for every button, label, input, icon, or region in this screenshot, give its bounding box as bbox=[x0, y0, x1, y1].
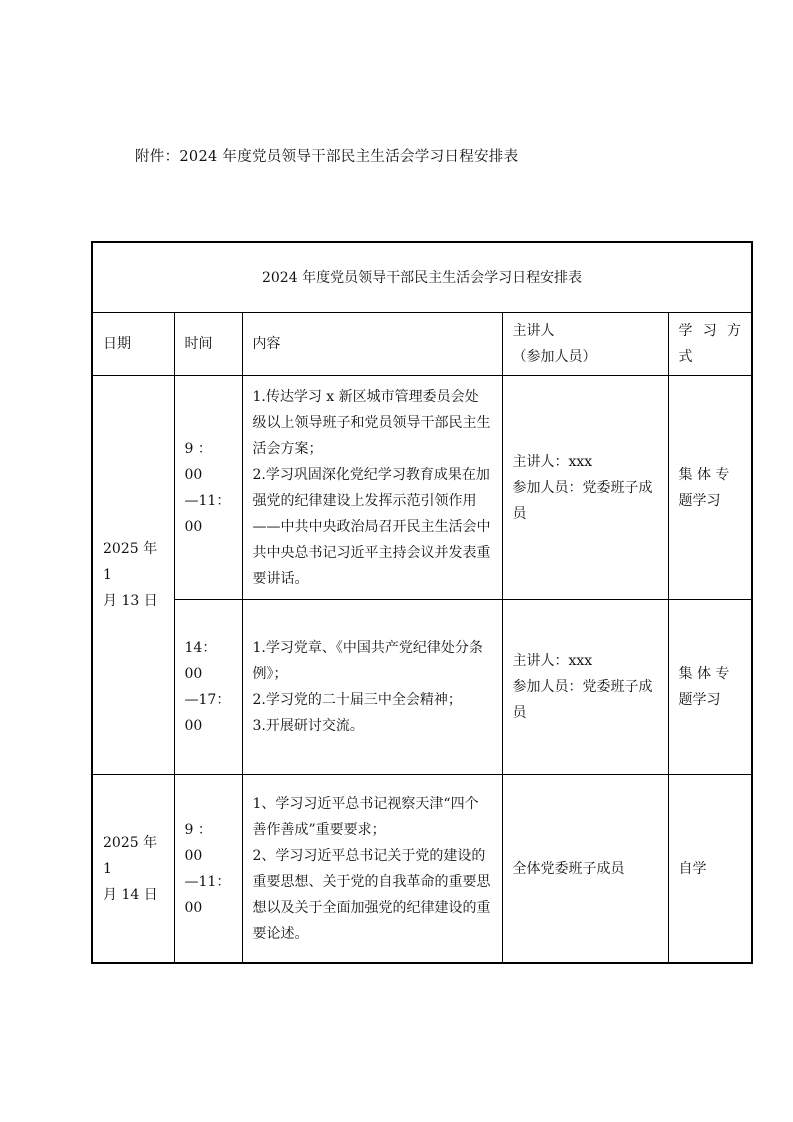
row-time: 9 ： 00 —11： 00 bbox=[174, 775, 242, 964]
row-time: 14：00 —17： 00 bbox=[174, 600, 242, 775]
header-time: 时间 bbox=[174, 313, 242, 376]
table-title: 2024 年度党员领导干部民主生活会学习日程安排表 bbox=[92, 242, 752, 313]
header-content: 内容 bbox=[242, 313, 502, 376]
row-speaker: 全体党委班子成员 bbox=[502, 775, 668, 964]
schedule-table bbox=[91, 241, 753, 964]
table-row bbox=[92, 600, 752, 775]
header-row bbox=[92, 313, 752, 376]
table-row bbox=[92, 376, 752, 600]
row-time: 9 ： 00 —11： 00 bbox=[174, 376, 242, 600]
row-date: 2025 年 1 月 14 日 bbox=[92, 775, 174, 964]
table-title-row bbox=[92, 242, 752, 313]
row-method: 自学 bbox=[668, 775, 752, 964]
header-date: 日期 bbox=[92, 313, 174, 376]
row-method: 集 体 专 题学习 bbox=[668, 600, 752, 775]
row-speaker: 主讲人：xxx 参加人员：党委班子成员 bbox=[502, 600, 668, 775]
attachment-title: 附件：2024 年度党员领导干部民主生活会学习日程安排表 bbox=[135, 149, 519, 165]
row-method: 集 体 专 题学习 bbox=[668, 376, 752, 600]
row-content: 1.学习党章、《中国共产党纪律处分条例》； 2.学习党的二十届三中全会精神； 3.开展研讨交流。 bbox=[242, 600, 502, 775]
row-speaker: 主讲人：xxx 参加人员：党委班子成员 bbox=[502, 376, 668, 600]
row-content: 1、学习习近平总书记视察天津“四个善作善成”重要要求； 2、学习习近平总书记关于党的建设的重要思想、关于党的自我革命的重要思想以及关于全面加强党的纪律建设的重要论述。 bbox=[242, 775, 502, 964]
row-content: 1.传达学习 x 新区城市管理委员会处级以上领导班子和党员领导干部民主生活会方案； 2.学习巩固深化党纪学习教育成果在加强党的纪律建设上发挥示范引领作用——中共中央政治局召开民主生活会中共中央总书记习近平主持会议并发表重要讲话。 bbox=[242, 376, 502, 600]
table-row bbox=[92, 775, 752, 964]
row-date: 2025 年 1 月 13 日 bbox=[92, 376, 174, 775]
header-method: 学 习 方 式 bbox=[668, 313, 752, 376]
header-speaker: 主讲人 （参加人员） bbox=[502, 313, 668, 376]
